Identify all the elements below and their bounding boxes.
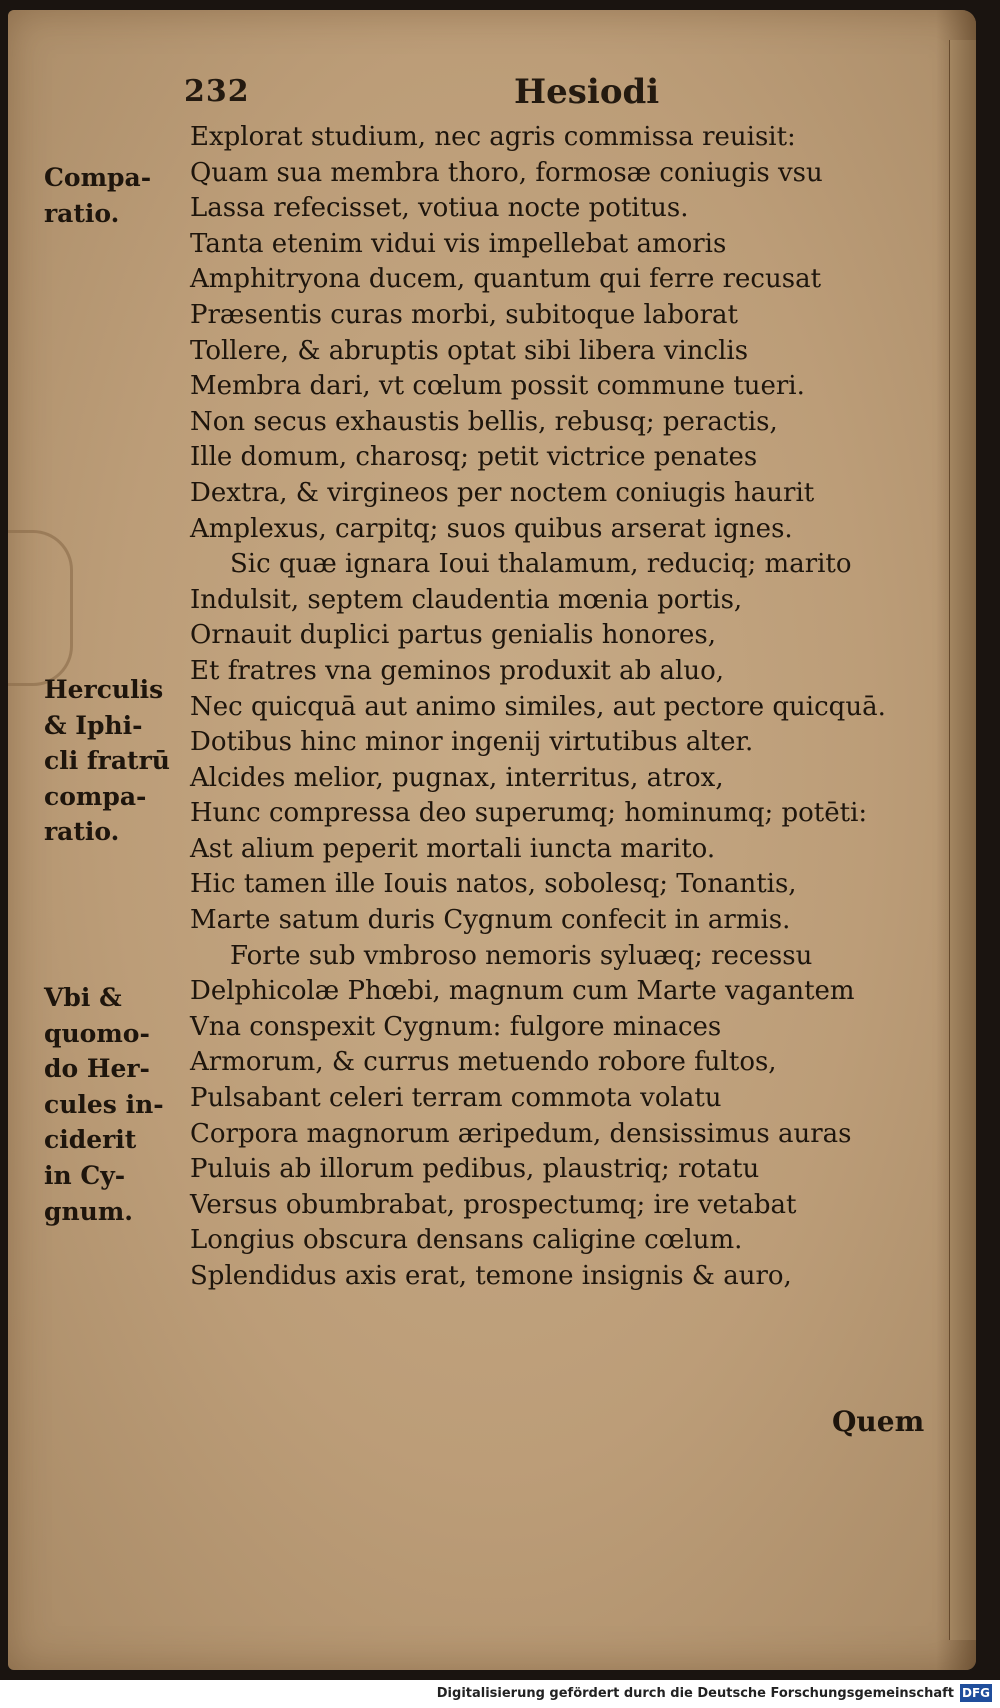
verse-line: Non secus exhaustis bellis, rebusq; peractis, <box>190 406 778 437</box>
verse-line: Ast alium peperit mortali iuncta marito. <box>190 833 716 864</box>
verse-line: Marte satum duris Cygnum confecit in armis. <box>190 905 791 936</box>
margin-note-line: Herculis <box>44 675 164 704</box>
verse-line: Longius obscura densans caligine cœlum. <box>190 1225 743 1256</box>
margin-note-line: cli fratrū <box>44 746 170 776</box>
page-number: 232 <box>184 74 250 109</box>
margin-note-line: do Her- <box>44 1054 150 1084</box>
verse-line: Amplexus, carpitq; suos quibus arserat ignes. <box>190 513 793 544</box>
margin-note-line: & Iphi- <box>44 710 143 740</box>
verse-line: Forte sub vmbroso nemoris syluæq; recessu <box>230 940 813 971</box>
verse-line: Lassa refecisset, votiua nocte potitus. <box>190 193 689 224</box>
verse-line: Sic quæ ignara Ioui thalamum, reduciq; marito <box>230 549 852 580</box>
verse-line: Vna conspexit Cygnum: fulgore minaces <box>190 1011 722 1042</box>
verse-line: Et fratres vna geminos produxit ab aluo, <box>190 655 725 686</box>
margin-note-line: ciderit <box>44 1125 137 1155</box>
verse-line: Puluis ab illorum pedibus, plaustriq; rotatu <box>190 1154 760 1185</box>
verse-line: Corpora magnorum æripedum, densissimus auras <box>190 1118 852 1149</box>
margin-note-line: cules in- <box>44 1089 164 1119</box>
verse-line: Tollere, & abruptis optat sibi libera vinclis <box>190 335 749 366</box>
verse-line: Delphicolæ Phœbi, magnum cum Marte vagantem <box>190 976 855 1007</box>
margin-note-line: compa- <box>44 781 147 811</box>
verse-line: Tanta etenim vidui vis impellebat amoris <box>190 228 727 259</box>
margin-note-cygnum <box>44 980 174 1229</box>
verse-line: Indulsit, septem claudentia mœnia portis, <box>190 584 743 615</box>
verse-line: Hunc compressa deo superumq; hominumq; potēti: <box>190 798 868 829</box>
margin-note-line: quomo- <box>44 1018 150 1048</box>
margin-note-line: in Cy- <box>44 1160 126 1190</box>
page-header <box>184 72 904 118</box>
dfg-logo: DFG <box>961 1686 990 1700</box>
verse-line: Armorum, & currus metuendo robore fultos, <box>190 1047 777 1078</box>
margin-note-line: Vbi & <box>44 983 122 1012</box>
margin-note-line: ratio. <box>44 198 120 228</box>
running-title: Hesiodi <box>514 72 660 112</box>
verse-line: Dextra, & virgineos per noctem coniugis haurit <box>190 477 815 508</box>
footer-credit: Digitalisierung gefördert durch die Deutsche Forschungsgemeinschaft <box>436 1686 954 1701</box>
margin-note-line: Compa- <box>44 163 152 192</box>
verse-text <box>190 120 930 1295</box>
footer-bar <box>0 1680 1000 1708</box>
verse-line: Versus obumbrabat, prospectumq; ire vetabat <box>190 1189 797 1220</box>
verse-line: Dotibus hinc minor ingenij virtutibus alter. <box>190 727 754 758</box>
verse-line: Quam sua membra thoro, formosæ coniugis vsu <box>190 157 823 188</box>
verse-line: Amphitryona ducem, quantum qui ferre recusat <box>190 264 822 295</box>
verse-line: Membra dari, vt cœlum possit commune tueri. <box>190 371 805 402</box>
margin-note-line: gnum. <box>44 1196 133 1226</box>
verse-line: Explorat studium, nec agris commissa reuisit: <box>190 122 796 152</box>
catchword: Quem <box>832 1405 925 1438</box>
verse-line: Splendidus axis erat, temone insignis & auro, <box>190 1261 792 1291</box>
verse-line: Ille domum, charosq; petit victrice penates <box>190 442 758 473</box>
margin-note-comparatio <box>44 160 174 231</box>
margin-note-herculis <box>44 672 174 850</box>
verse-line: Hic tamen ille Iouis natos, sobolesq; Tonantis, <box>190 869 797 900</box>
verse-line: Pulsabant celeri terram commota volatu <box>190 1083 722 1114</box>
verse-line: Præsentis curas morbi, subitoque laborat <box>190 299 738 330</box>
margin-note-line: ratio. <box>44 817 120 847</box>
page-gutter-shadow <box>936 10 976 1670</box>
verse-line: Alcides melior, pugnax, interritus, atrox, <box>190 762 724 793</box>
page-tab-mark <box>8 530 73 686</box>
verse-line: Ornauit duplici partus genialis honores, <box>190 620 716 651</box>
verse-line: Nec quicquā aut animo similes, aut pectore quicquā. <box>190 691 886 722</box>
